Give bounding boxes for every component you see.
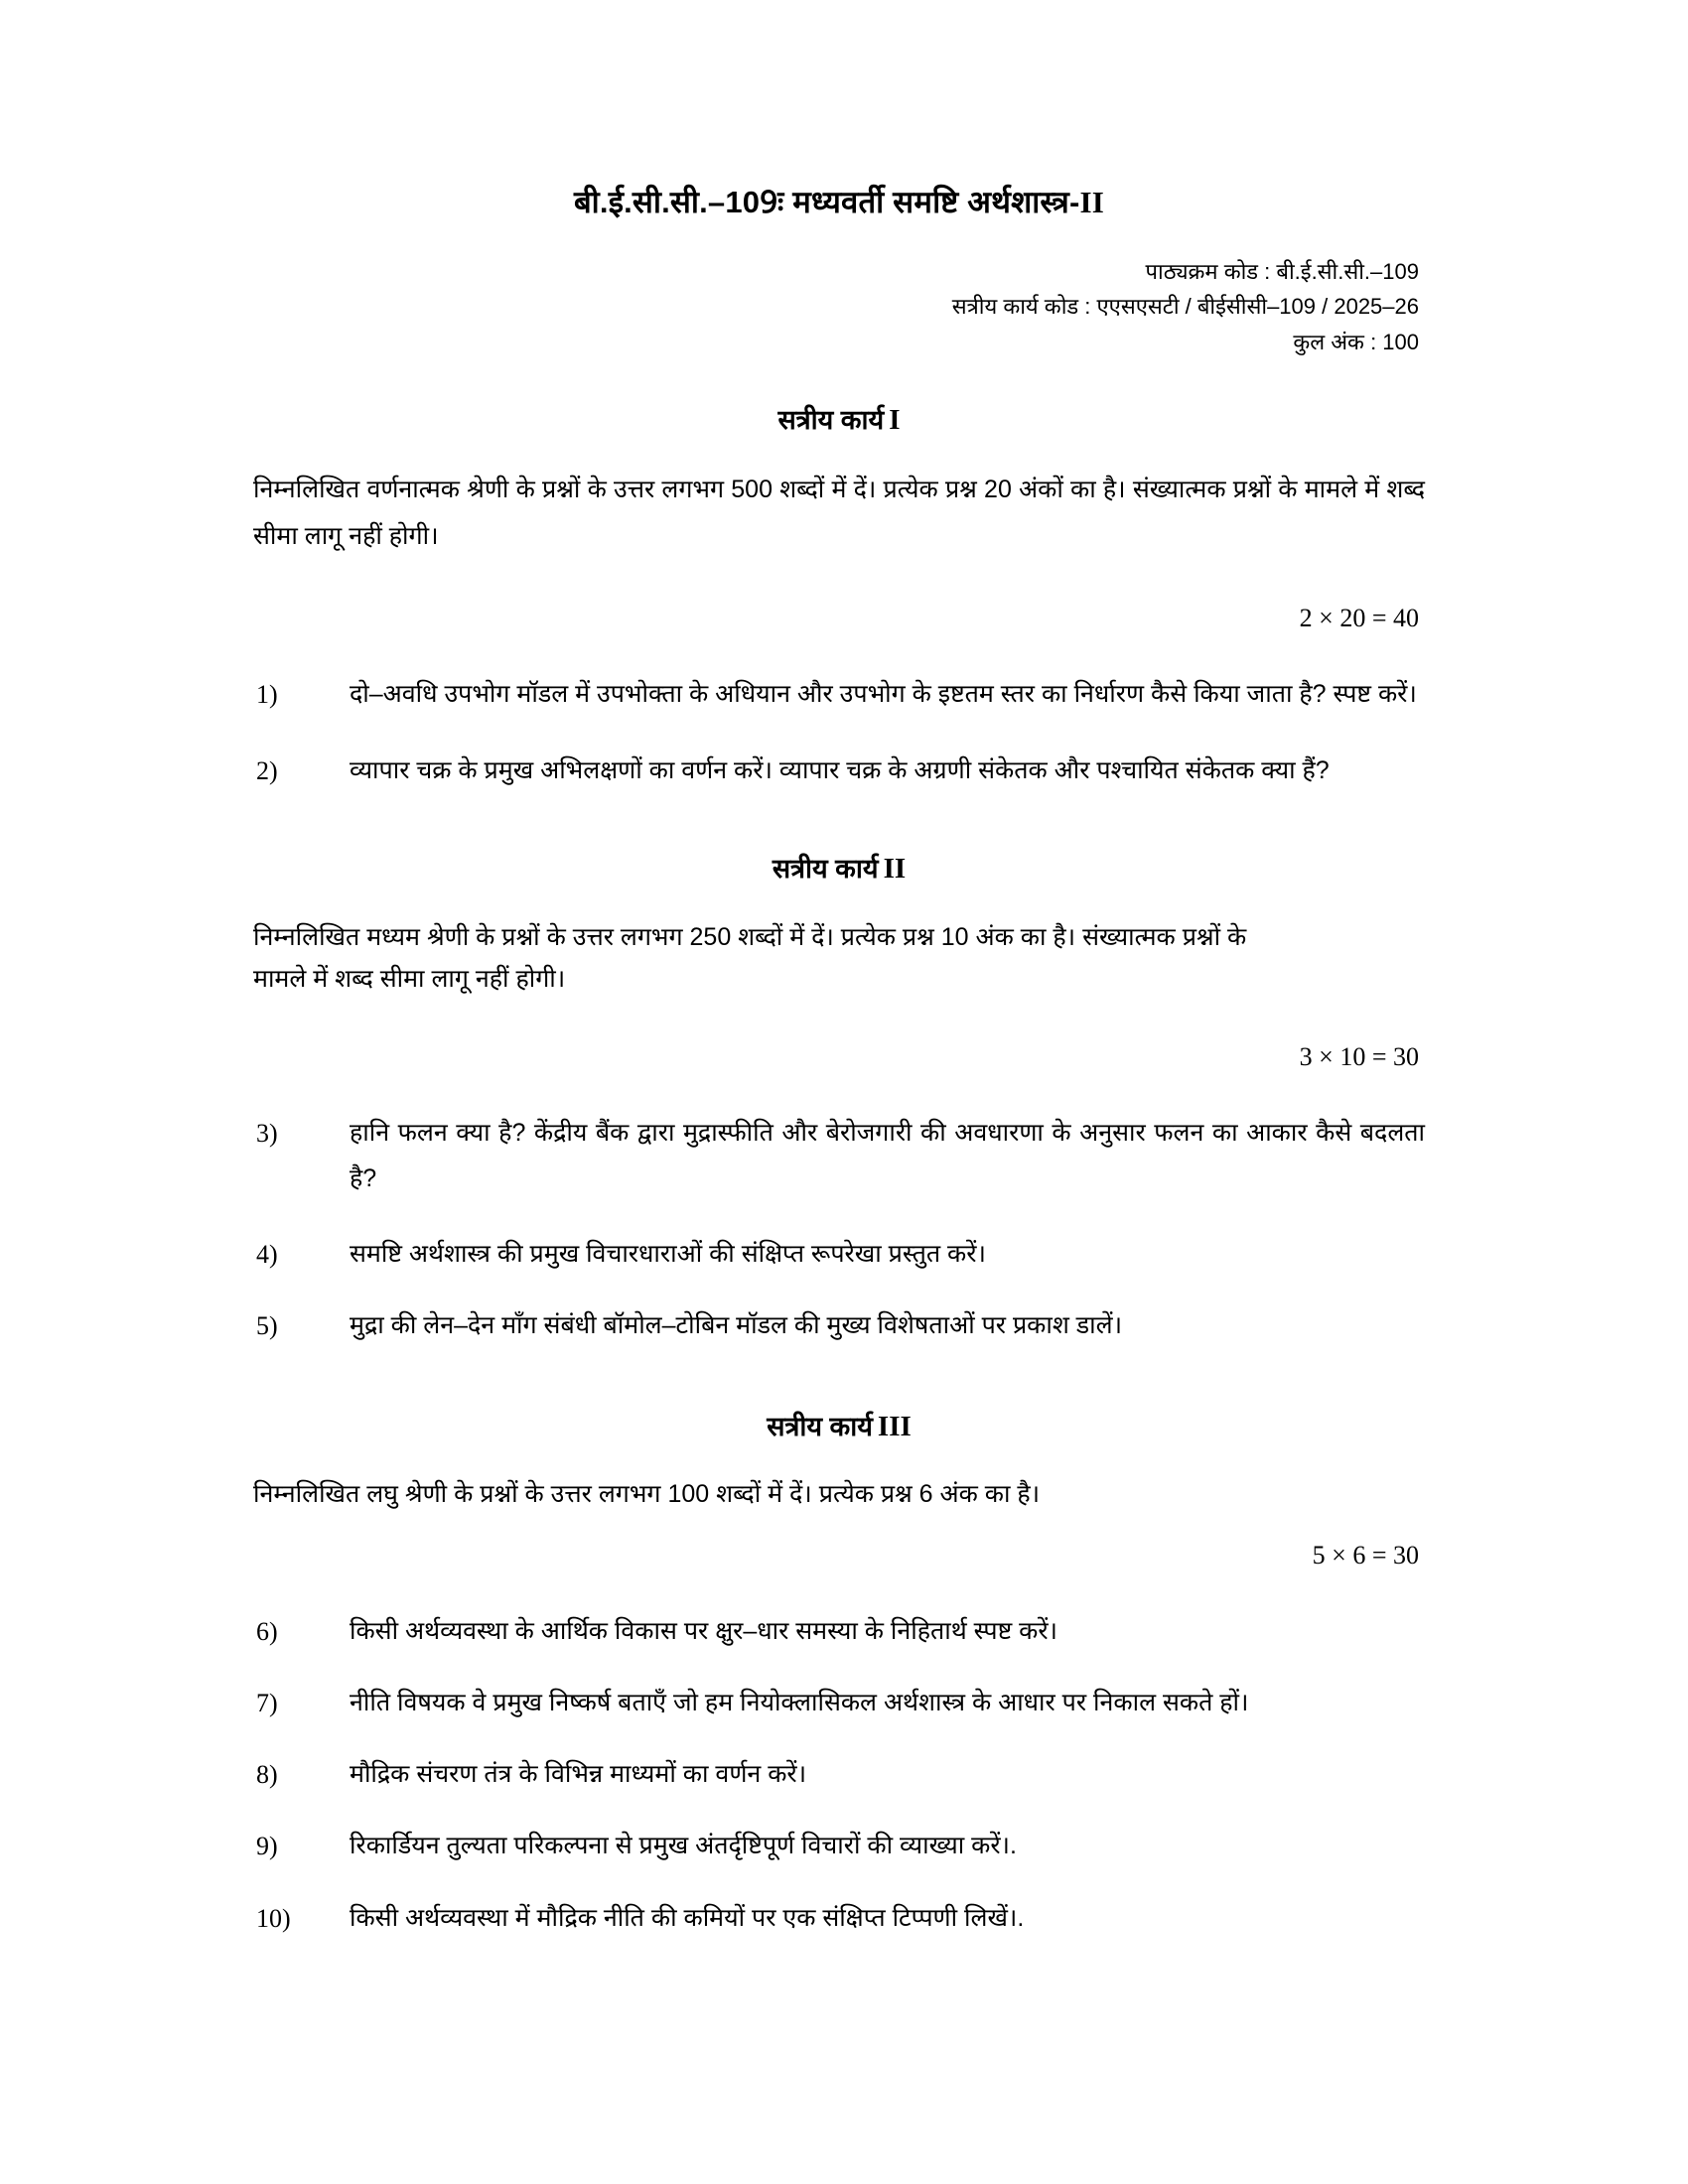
section-1-question-list bbox=[253, 671, 1425, 793]
question-item bbox=[253, 748, 1425, 793]
question-number: 4) bbox=[256, 1240, 278, 1269]
page-title bbox=[253, 0, 1425, 222]
document-metadata bbox=[253, 254, 1425, 360]
question-item bbox=[253, 1231, 1425, 1277]
question-text: रिकार्डियन तुल्यता परिकल्पना से प्रमुख अंतर्दृष्टिपूर्ण विचारों की व्याख्या करें।. bbox=[350, 1832, 1017, 1860]
question-text: व्यापार चक्र के प्रमुख अभिलक्षणों का वर्णन करें। व्यापार चक्र के अग्रणी संकेतक और पश्चायित संकेतक क्या हैं? bbox=[350, 755, 1330, 784]
question-number: 5) bbox=[256, 1311, 278, 1341]
course-code-line: पाठ्यक्रम कोड : बी.ई.सी.सी.–109 bbox=[1145, 258, 1419, 284]
section-heading-1 bbox=[253, 402, 1425, 440]
section-heading-1-label: सत्रीय कार्य bbox=[777, 404, 885, 435]
question-item bbox=[253, 1608, 1425, 1654]
question-number: 8) bbox=[256, 1760, 278, 1790]
total-marks-line: कुल अंक : 100 bbox=[1293, 330, 1419, 354]
section-2-marks: 3 × 10 = 30 bbox=[1299, 1041, 1419, 1071]
question-item bbox=[253, 1823, 1425, 1868]
question-text: किसी अर्थव्यवस्था के आर्थिक विकास पर क्षुर–धार समस्या के निहितार्थ स्पष्ट करें। bbox=[350, 1616, 1058, 1645]
assignment-code-line: सत्रीय कार्य कोड : एएसएसटी / बीईसीसी–109 / 2025–26 bbox=[951, 294, 1419, 320]
section-2-question-list bbox=[253, 1110, 1425, 1349]
page-content bbox=[253, 0, 1425, 1941]
question-item bbox=[253, 1110, 1425, 1202]
question-number: 7) bbox=[256, 1688, 278, 1717]
section-3-question-list bbox=[253, 1608, 1425, 1941]
question-item bbox=[253, 1895, 1425, 1941]
page-title-text: बी.ई.सी.सी.–109ः मध्यवर्ती समष्टि अर्थशास्त्र- bbox=[573, 185, 1080, 219]
question-text: किसी अर्थव्यवस्था में मौद्रिक नीति की कमियों पर एक संक्षिप्त टिप्पणी लिखें।. bbox=[350, 1903, 1025, 1932]
section-1-marks: 2 × 20 = 40 bbox=[1299, 604, 1419, 633]
section-3-marks: 5 × 6 = 30 bbox=[1312, 1540, 1419, 1570]
section-heading-2-label: सत्रीय कार्य bbox=[772, 853, 879, 884]
question-number: 3) bbox=[256, 1118, 278, 1148]
question-text: हानि फलन क्या है? केंद्रीय बैंक द्वारा मुद्रास्फीति और बेरोजगारी की अवधारणा के अनुसार फलन का आकार कैसे बदलता है? bbox=[350, 1118, 1425, 1192]
section-heading-2 bbox=[253, 851, 1425, 888]
question-item bbox=[253, 1680, 1425, 1725]
section-2-intro: निम्नलिखित मध्यम श्रेणी के प्रश्नों के उत्तर लगभग 250 शब्दों में दें। प्रत्येक प्रश्न 10 अंक का है। संख्यात्मक प्रश्नों के मामले में शब्द सीमा लागू नहीं होगी। bbox=[253, 922, 1247, 993]
question-item bbox=[253, 1302, 1425, 1348]
question-number: 6) bbox=[256, 1616, 278, 1646]
question-text: दो–अवधि उपभोग मॉडल में उपभोक्ता के अधियान और उपभोग के इष्टतम स्तर का निर्धारण कैसे किया जाता है? स्पष्ट करें। bbox=[350, 680, 1417, 709]
section-3-intro: निम्नलिखित लघु श्रेणी के प्रश्नों के उत्तर लगभग 100 शब्दों में दें। प्रत्येक प्रश्न 6 अंक का है। bbox=[253, 1480, 1041, 1509]
question-text: मौद्रिक संचरण तंत्र के विभिन्न माध्यमों का वर्णन करें। bbox=[350, 1760, 807, 1789]
section-heading-3-roman: III bbox=[877, 1410, 912, 1442]
section-heading-3 bbox=[253, 1409, 1425, 1446]
question-number: 1) bbox=[256, 680, 278, 710]
question-text: मुद्रा की लेन–देन माँग संबंधी बॉमोल–टोबिन मॉडल की मुख्य विशेषताओं पर प्रकाश डालें। bbox=[350, 1311, 1123, 1340]
section-1-intro: निम्नलिखित वर्णनात्मक श्रेणी के प्रश्नों के उत्तर लगभग 500 शब्दों में दें। प्रत्येक प्रश्न 20 अंकों का है। संख्यात्मक प्रश्नों के मामले में शब्द सीमा लागू नहीं होगी। bbox=[253, 476, 1425, 551]
section-heading-1-roman: I bbox=[889, 403, 901, 436]
question-number: 10) bbox=[256, 1903, 291, 1933]
question-number: 9) bbox=[256, 1832, 278, 1861]
page-title-roman-numeral: II bbox=[1079, 185, 1105, 219]
question-text: नीति विषयक वे प्रमुख निष्कर्ष बताएँ जो हम नियोक्लासिकल अर्थशास्त्र के आधार पर निकाल सकते हों। bbox=[350, 1688, 1249, 1716]
section-heading-3-label: सत्रीय कार्य bbox=[767, 1411, 873, 1441]
question-item bbox=[253, 671, 1425, 717]
question-number: 2) bbox=[256, 755, 278, 785]
section-heading-2-roman: II bbox=[883, 852, 907, 885]
question-text: समष्टि अर्थशास्त्र की प्रमुख विचारधाराओं की संक्षिप्त रूपरेखा प्रस्तुत करें। bbox=[350, 1240, 986, 1268]
question-item bbox=[253, 1751, 1425, 1797]
